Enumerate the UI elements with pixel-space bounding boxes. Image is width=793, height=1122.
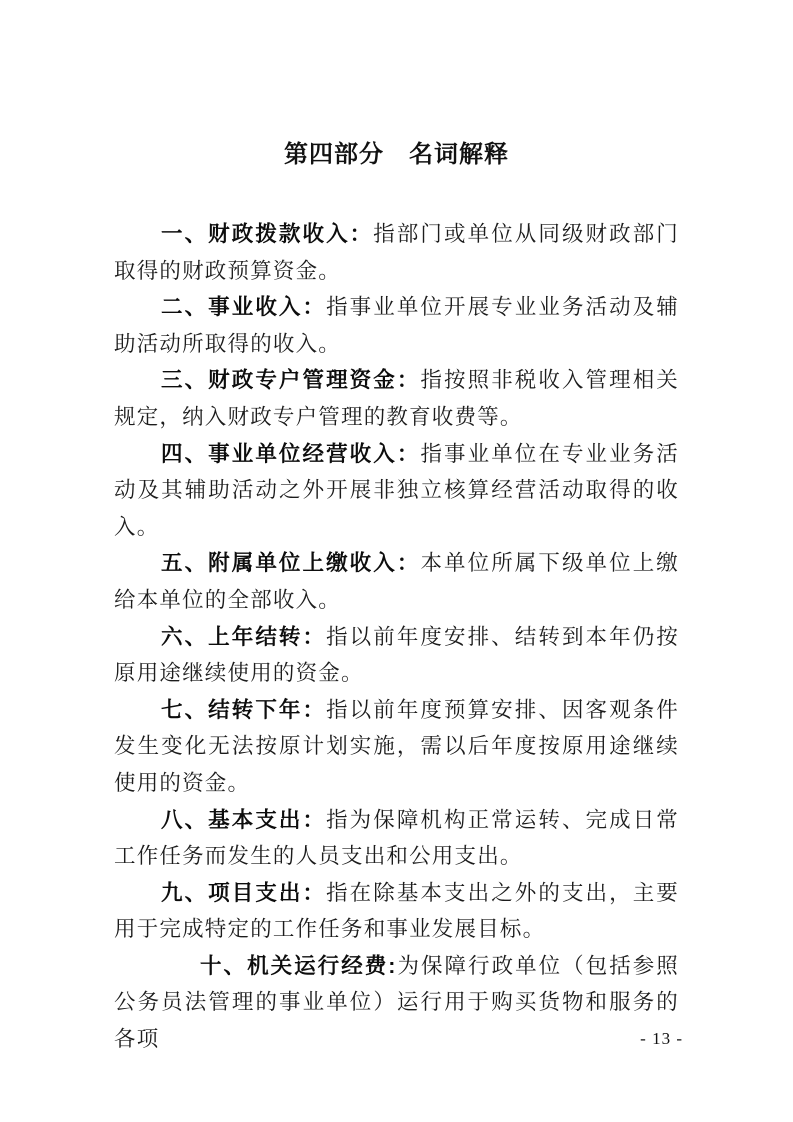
term-label: 四、事业单位经营收入：	[161, 441, 421, 466]
term-label: 九、项目支出：	[161, 880, 327, 905]
definition-item-5	[114, 545, 679, 618]
term-label: 六、上年结转：	[161, 624, 327, 649]
term-definition: 指为保障机构正常运转、完成日常工作任务而发生的人员支出和公用支出。	[114, 807, 679, 869]
definition-item-9	[114, 875, 679, 948]
definition-item-10	[114, 948, 679, 1058]
term-definition: 本单位所属下级单位上缴给本单位的全部收入。	[114, 551, 680, 612]
term-label: 八、基本支出：	[161, 807, 327, 832]
document-title: 第四部分 名词解释	[284, 141, 509, 168]
term-definition: 指在除基本支出之外的支出，主要用于完成特定的工作任务和事业发展目标。	[114, 880, 679, 942]
term-label: 五、附属单位上缴收入：	[161, 551, 421, 576]
definition-item-4	[114, 436, 679, 546]
term-definition: 指以前年度安排、结转到本年仍按原用途继续使用的资金。	[114, 624, 679, 686]
definition-item-8	[114, 802, 679, 875]
term-label: 二、事业收入：	[161, 295, 327, 320]
term-definition: 指事业单位在专业业务活动及其辅助活动之外开展非独立核算经营活动取得的收入。	[114, 441, 680, 539]
page-number: - 13 -	[640, 1029, 683, 1048]
term-definition: 为保障行政单位（包括参照公务员法管理的事业单位）运行用于购买货物和服务的各项	[114, 953, 680, 1052]
term-definition: 指事业单位开展专业业务活动及辅助活动所取得的收入。	[114, 295, 679, 356]
term-definition: 指以前年度预算安排、因客观条件发生变化无法按原计划实施，需以后年度按原用途继续使用的资金。	[114, 697, 679, 795]
term-definition: 指按照非税收入管理相关规定，纳入财政专户管理的教育收费等。	[114, 368, 680, 429]
term-label: 十、机关运行经费:	[200, 953, 397, 978]
definition-item-6	[114, 619, 679, 692]
definition-item-1	[114, 216, 679, 289]
definition-item-7	[114, 692, 679, 802]
definition-item-3	[114, 362, 679, 435]
term-definition: 指部门或单位从同级财政部门取得的财政预算资金。	[114, 222, 679, 283]
term-label: 七、结转下年：	[161, 697, 327, 722]
term-label: 三、财政专户管理资金：	[161, 368, 421, 393]
definition-item-2	[114, 289, 679, 362]
document-body	[114, 216, 679, 1058]
term-label: 一、财政拨款收入：	[161, 222, 374, 246]
